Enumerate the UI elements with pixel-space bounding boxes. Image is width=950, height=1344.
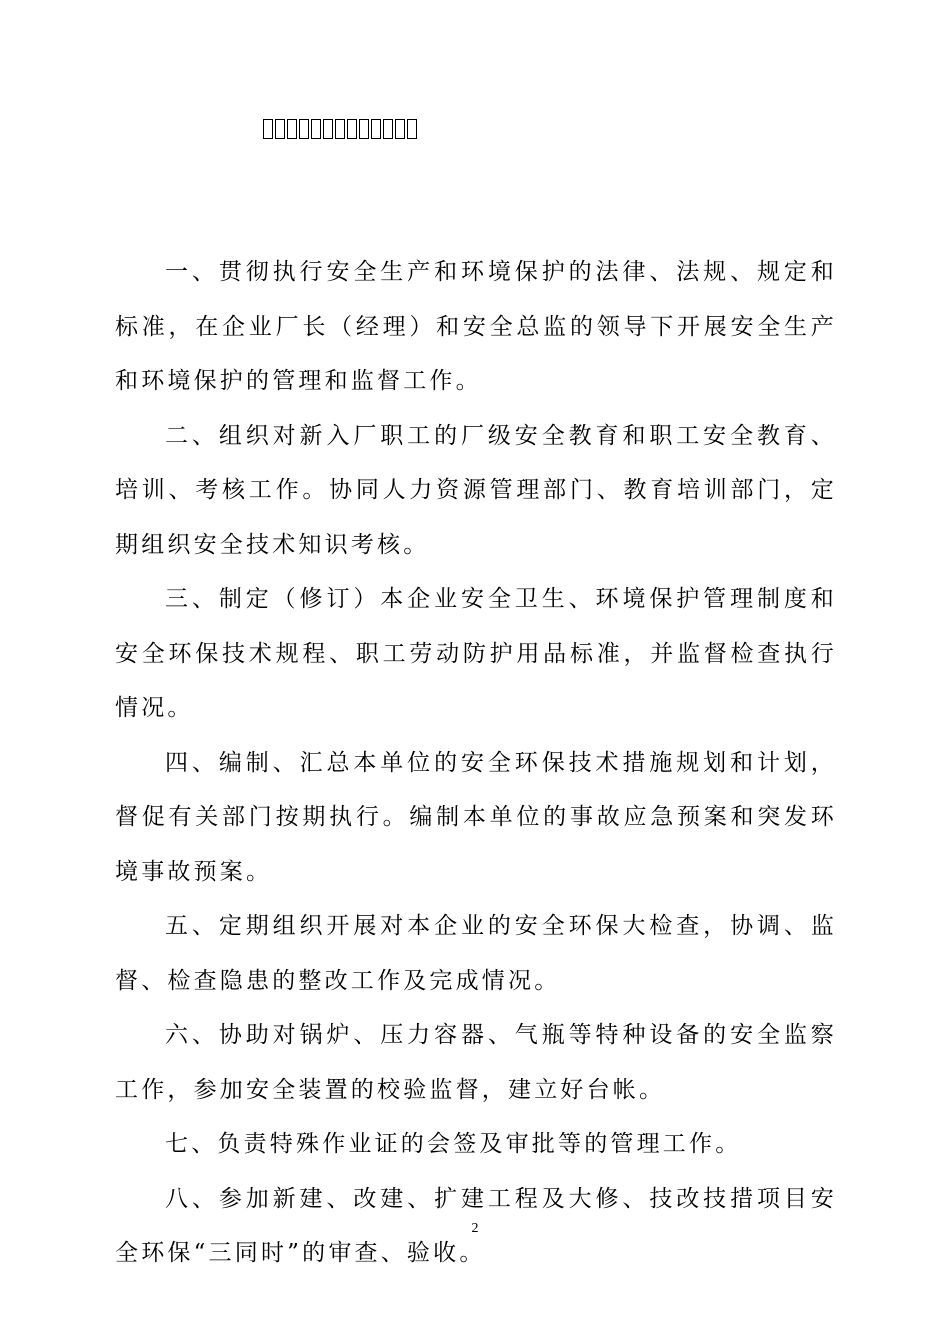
missing-glyph-box	[299, 119, 309, 139]
paragraph-7: 七、负责特殊作业证的会签及审批等的管理工作。	[165, 1131, 742, 1157]
missing-glyph-box	[371, 119, 381, 139]
missing-glyph-box	[359, 119, 369, 139]
paragraph-6: 六、协助对锅炉、压力容器、气瓶等特种设备的安全监察工作，参加安全装置的校验监督，建立好台帐。	[115, 1022, 837, 1103]
document-body	[115, 245, 837, 1281]
paragraph-3: 三、制定（修订）本企业安全卫生、环境保护管理制度和安全环保技术规程、职工劳动防护用品标准，并监督检查执行情况。	[115, 586, 837, 721]
missing-glyph-box	[263, 119, 273, 139]
missing-glyph-box	[347, 119, 357, 139]
missing-glyph-box	[395, 119, 405, 139]
missing-glyph-box	[383, 119, 393, 139]
page-number: 2	[471, 1221, 479, 1236]
paragraph-8: 八、参加新建、改建、扩建工程及大修、技改技措项目安全环保“三同时”的审查、验收。	[115, 1185, 837, 1266]
missing-glyph-box	[287, 119, 297, 139]
paragraph-1: 一、贯彻执行安全生产和环境保护的法律、法规、规定和标准，在企业厂长（经理）和安全总监的领导下开展安全生产和环境保护的管理和监督工作。	[115, 259, 837, 394]
missing-glyph-box	[335, 119, 345, 139]
missing-glyph-box	[311, 119, 321, 139]
missing-glyph-box	[407, 119, 417, 139]
paragraph-2: 二、组织对新入厂职工的厂级安全教育和职工安全教育、培训、考核工作。协同人力资源管理部门、教育培训部门，定期组织安全技术知识考核。	[115, 422, 837, 558]
paragraph-4: 四、编制、汇总本单位的安全环保技术措施规划和计划，督促有关部门按期执行。编制本单位的事故应急预案和突发环境事故预案。	[115, 749, 837, 885]
missing-glyph-box	[323, 119, 333, 139]
document-title-missing-glyphs	[263, 112, 417, 146]
missing-glyph-box	[275, 119, 285, 139]
paragraph-5: 五、定期组织开展对本企业的安全环保大检查，协调、监督、检查隐患的整改工作及完成情况。	[115, 913, 837, 994]
